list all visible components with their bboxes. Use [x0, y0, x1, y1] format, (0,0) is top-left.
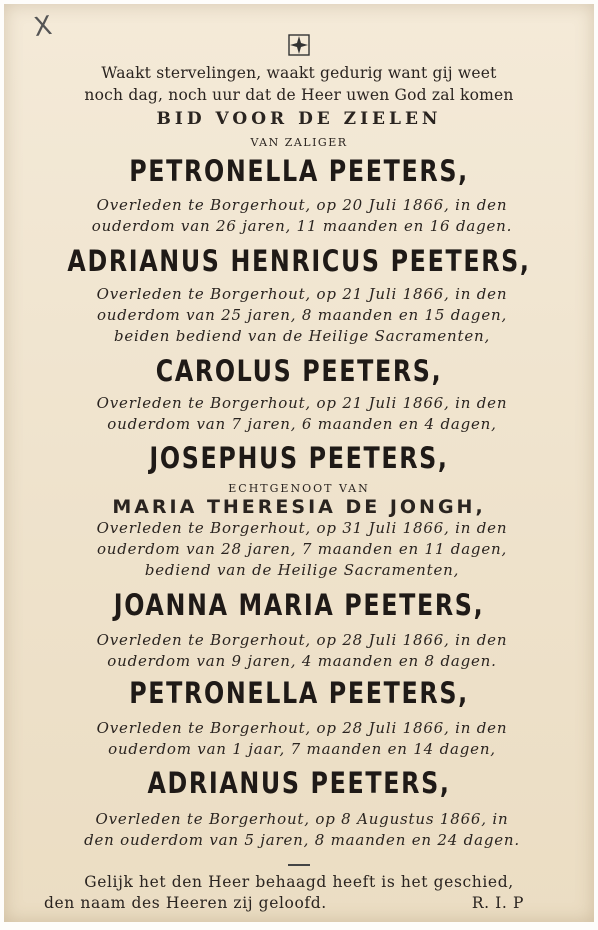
intro-line-2: noch dag, noch uur dat de Heer uwen God zal komen [84, 86, 514, 104]
main-heading: BID VOOR DE ZIELEN [156, 109, 442, 129]
person-name: PETRONELLA PEETERS, [129, 676, 469, 710]
detail-line: Overleden te Borgerhout, op 31 Juli 1866, in den [96, 519, 508, 537]
spouse-label: ECHTGENOOT VAN [228, 482, 370, 495]
closing-verse [44, 872, 554, 914]
cross-ornament-icon [4, 34, 594, 56]
intro-line-1: Waakt stervelingen, waakt gedurig want gij weet [101, 64, 497, 82]
detail-line: ouderdom van 9 jaren, 4 maanden en 8 dagen. [107, 652, 497, 670]
person-name: ADRIANUS HENRICUS PEETERS, [67, 244, 531, 278]
detail-line: ouderdom van 26 jaren, 11 maanden en 16 dagen. [91, 217, 513, 235]
detail-line: Overleden te Borgerhout, op 21 Juli 1866, in den [96, 394, 508, 412]
person-details [22, 284, 582, 347]
detail-line: den ouderdom van 5 jaren, 8 maanden en 24 dagen. [84, 831, 520, 849]
person-details [22, 630, 582, 672]
handwritten-x-mark: X [31, 10, 54, 44]
person-details [22, 393, 582, 435]
person-name: ADRIANUS PEETERS, [147, 766, 451, 800]
detail-line: ouderdom van 25 jaren, 8 maanden en 15 dagen, [96, 306, 508, 324]
detail-line: Overleden te Borgerhout, op 21 Juli 1866, in den [96, 285, 508, 303]
person-name: JOANNA MARIA PEETERS, [113, 588, 485, 622]
person-details [22, 195, 582, 237]
spouse-name: MARIA THERESIA DE JONGH, [112, 496, 486, 518]
divider-rule [288, 864, 310, 866]
closing-line-2: den naam des Heeren zij geloofd. [44, 894, 327, 912]
person-details [22, 809, 582, 851]
person-name: JOSEPHUS PEETERS, [149, 441, 449, 475]
person-details [22, 718, 582, 760]
person-name: CAROLUS PEETERS, [155, 354, 443, 388]
detail-line: bediend van de Heilige Sacramenten, [144, 561, 460, 579]
memorial-card [4, 4, 594, 922]
intro-verse [24, 62, 574, 106]
detail-line: Overleden te Borgerhout, op 28 Juli 1866, in den [96, 631, 508, 649]
detail-line: ouderdom van 28 jaren, 7 maanden en 11 dagen, [96, 540, 508, 558]
detail-line: beiden bediend van de Heilige Sacramenten, [113, 327, 491, 345]
detail-line: Overleden te Borgerhout, op 8 Augustus 1866, in [95, 810, 509, 828]
person-details [22, 518, 582, 581]
detail-line: Overleden te Borgerhout, op 20 Juli 1866, in den [96, 196, 508, 214]
rip-text: R. I. P [471, 894, 524, 912]
closing-line-1: Gelijk het den Heer behaagd heeft is het geschied, [84, 873, 514, 891]
person-name: PETRONELLA PEETERS, [129, 154, 469, 188]
detail-line: ouderdom van 1 jaar, 7 maanden en 14 dagen, [108, 740, 496, 758]
sub-heading: VAN ZALIGER [250, 136, 348, 149]
detail-line: ouderdom van 7 jaren, 6 maanden en 4 dagen, [107, 415, 497, 433]
detail-line: Overleden te Borgerhout, op 28 Juli 1866, in den [96, 719, 508, 737]
closing-line-2-row [44, 893, 554, 914]
